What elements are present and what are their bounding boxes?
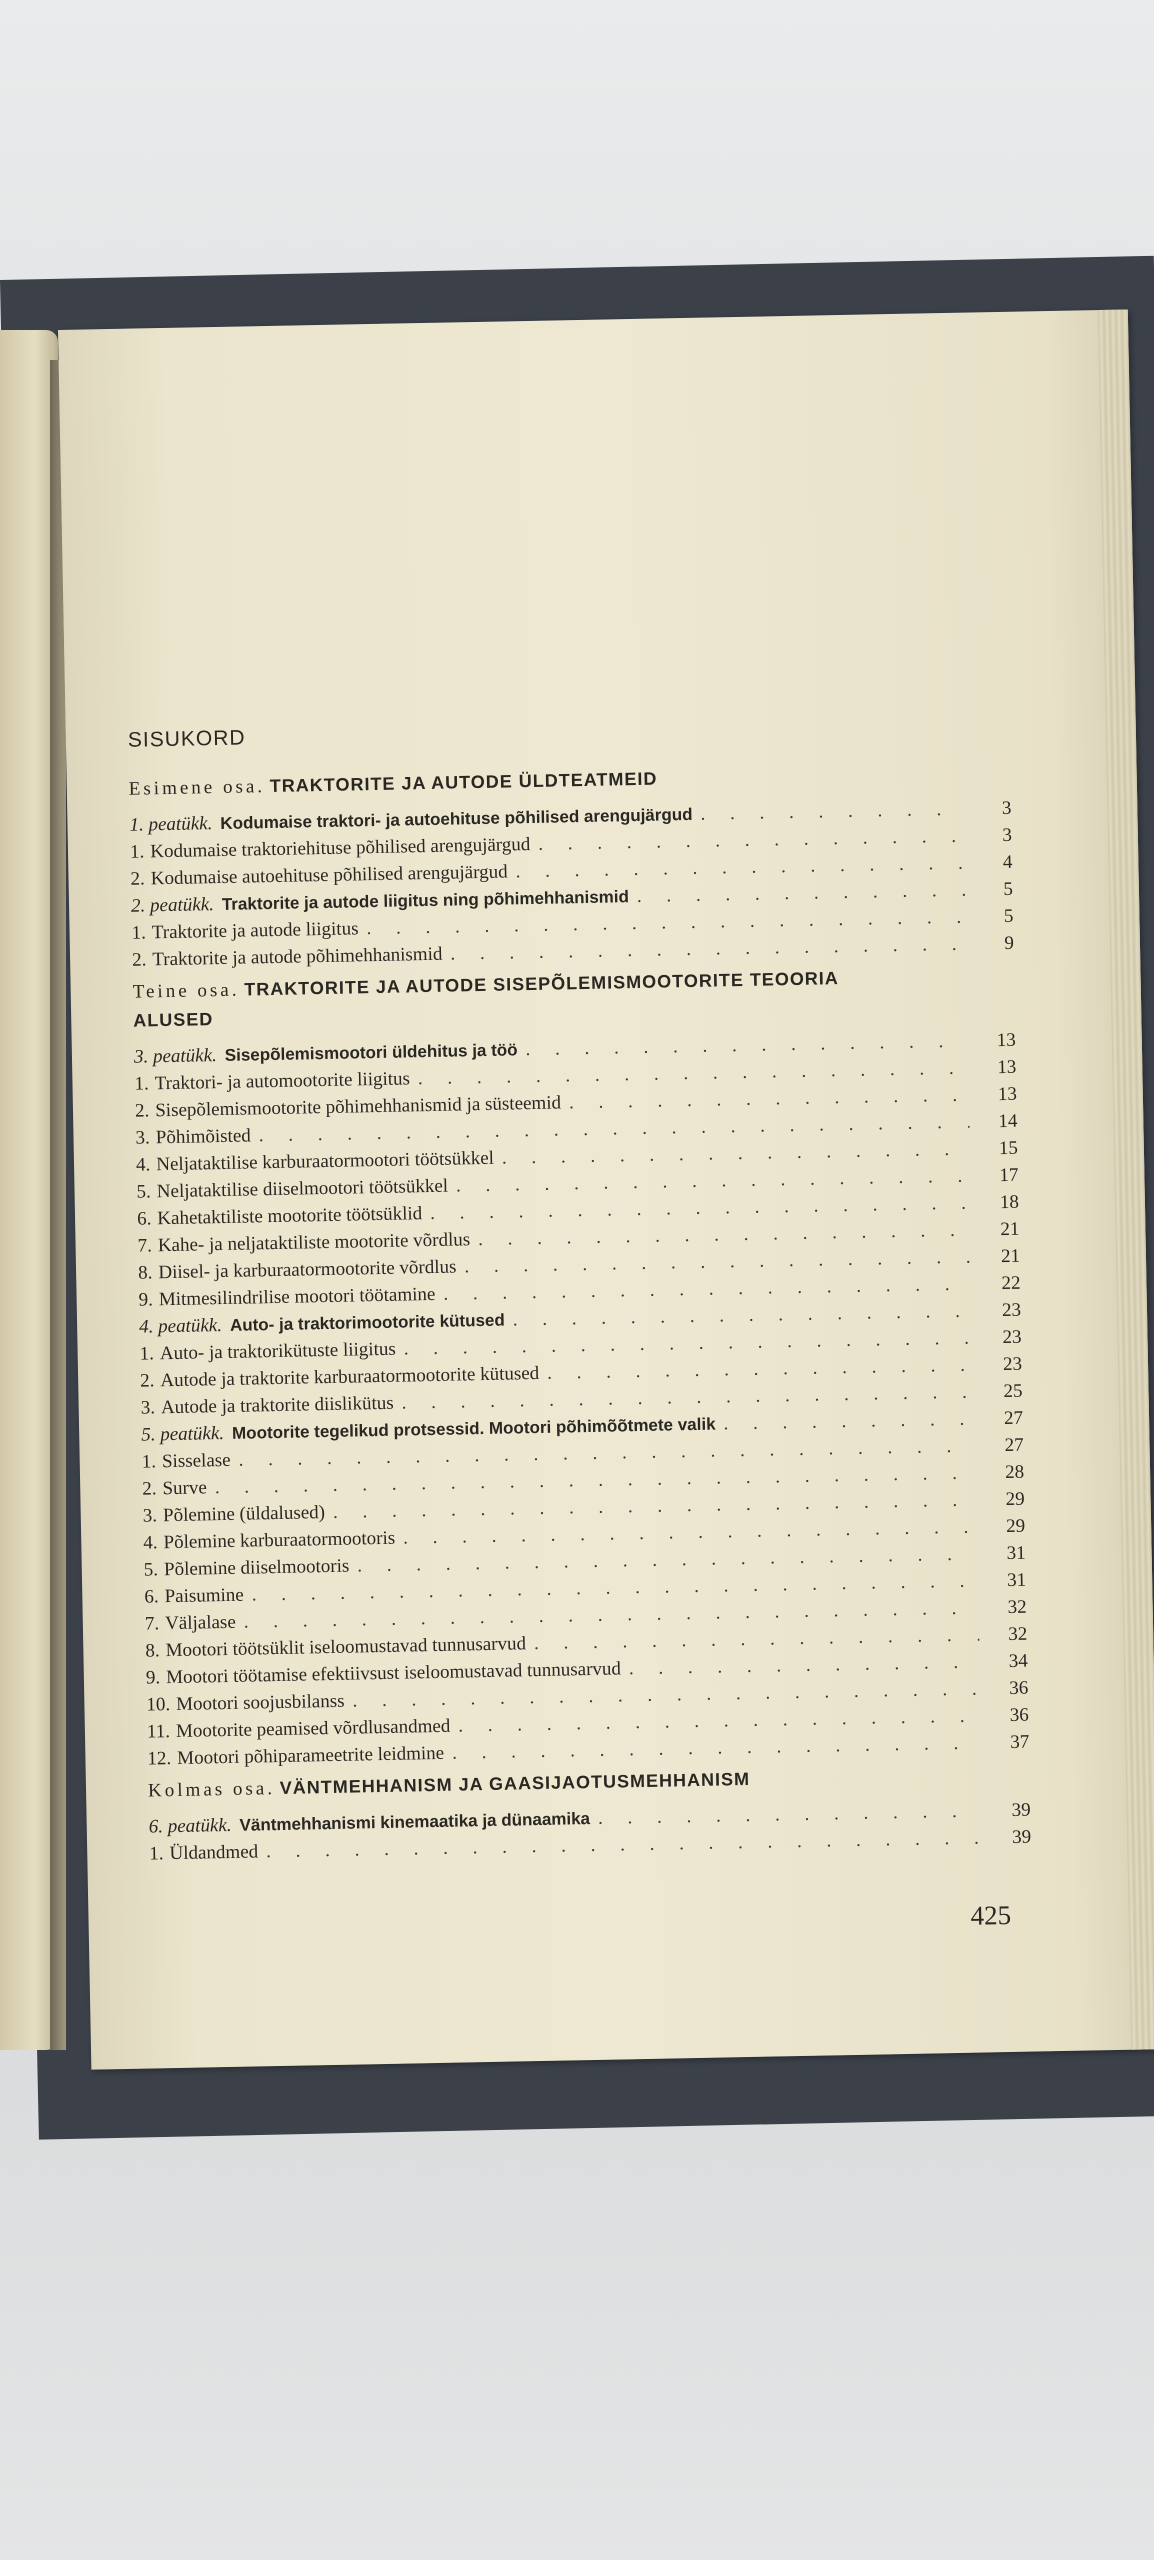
entry-title: Traktorite ja autode põhimehhanismid xyxy=(152,943,443,971)
entry-page: 4 xyxy=(1002,851,1013,873)
part-label: Kolmas osa. xyxy=(147,1778,276,1802)
entry-number: 6. xyxy=(144,1586,159,1608)
entry-title: Kahetaktiliste mootorite töötsüklid xyxy=(157,1203,423,1230)
entry-page: 37 xyxy=(1010,1731,1030,1753)
part-title: TRAKTORITE JA AUTODE ÜLDTEATMEID xyxy=(269,768,658,797)
entry-number: 9. xyxy=(145,1667,161,1689)
part-label: Esimene osa. xyxy=(128,776,266,800)
entry-number: 10. xyxy=(146,1694,171,1716)
entry-number: 3. peatükk. xyxy=(133,1045,217,1068)
entry-page: 27 xyxy=(1003,1407,1024,1430)
entry-number: 8. xyxy=(137,1262,153,1284)
entry-title: Väntmehhanismi kinemaatika ja dünaamika xyxy=(239,1809,591,1835)
entry-page: 23 xyxy=(1002,1353,1023,1376)
entry-page: 21 xyxy=(1000,1245,1021,1268)
entry-number: 1. xyxy=(141,1451,157,1473)
entry-title: Põlemine karburaatormootoris xyxy=(163,1527,396,1554)
entry-page: 13 xyxy=(996,1029,1017,1052)
book-page xyxy=(58,309,1154,2069)
entry-title: Mootori põhiparameetrite leidmine xyxy=(176,1742,445,1769)
entry-title: Mootori töötsüklit iseloomustavad tunnusarvud xyxy=(165,1633,527,1662)
entry-number: 4. xyxy=(143,1532,158,1554)
entry-page: 13 xyxy=(997,1083,1018,1106)
entry-title: Kodumaise autoehituse põhilised arengujärgud xyxy=(150,861,508,890)
entry-page: 17 xyxy=(999,1164,1019,1187)
page-number: 425 xyxy=(970,1899,1012,1931)
entry-page: 5 xyxy=(1003,905,1014,927)
entry-page: 27 xyxy=(1004,1434,1024,1457)
entry-title: Sisepõlemismootorite põhimehhanismid ja süsteemid xyxy=(155,1092,562,1122)
entry-number: 6. peatükk. xyxy=(148,1814,232,1838)
entry-number: 1. xyxy=(134,1073,149,1095)
entry-title: Surve xyxy=(162,1477,208,1500)
entry-number: 1. xyxy=(139,1343,155,1365)
entry-title: Autode ja traktorite karburaatormootorite kütused xyxy=(160,1362,540,1392)
entry-page: 14 xyxy=(998,1110,1018,1133)
entry-number: 7. xyxy=(137,1235,153,1257)
entry-number: 1. xyxy=(131,922,147,944)
entry-page: 32 xyxy=(1007,1596,1027,1619)
entry-title: Mootori soojusbilanss xyxy=(175,1690,345,1715)
entry-number: 1. peatükk. xyxy=(129,813,213,836)
entry-number: 5. xyxy=(136,1181,152,1203)
entry-number: 5. xyxy=(143,1559,159,1581)
part-label: Teine osa. xyxy=(132,979,240,1003)
entry-page: 39 xyxy=(1011,1826,1032,1848)
entry-title: Paisumine xyxy=(164,1584,244,1608)
entry-number: 11. xyxy=(146,1721,171,1743)
entry-number: 2. xyxy=(134,1100,150,1122)
entry-page: 29 xyxy=(1005,1488,1025,1511)
entry-number: 12. xyxy=(147,1748,172,1770)
entry-title: Üldandmed xyxy=(169,1841,259,1865)
entry-number: 3. xyxy=(142,1505,158,1527)
entry-page: 22 xyxy=(1001,1272,1021,1295)
entry-title: Traktori- ja automootorite liigitus xyxy=(154,1068,411,1095)
entry-title: Mootorite tegelikud protsessid. Mootori põhimõõtmete valik xyxy=(231,1414,716,1443)
entry-number: 4. peatükk. xyxy=(138,1315,223,1338)
entry-page: 39 xyxy=(1011,1799,1031,1821)
entry-page: 23 xyxy=(1001,1299,1022,1322)
entry-page: 23 xyxy=(1002,1326,1022,1349)
entry-number: 1. xyxy=(129,841,145,863)
entry-title: Mitmesilindrilise mootori töötamine xyxy=(158,1283,436,1311)
toc-title: SISUKORD xyxy=(127,726,246,752)
part-title: TRAKTORITE JA AUTODE SISEPÕLEMISMOOTORITE TEOORIA xyxy=(244,968,840,1000)
table-of-contents xyxy=(128,712,1032,1868)
entry-page: 5 xyxy=(1003,878,1014,900)
entry-page: 9 xyxy=(1004,932,1015,954)
entry-number: 7. xyxy=(144,1613,160,1635)
part-heading xyxy=(132,961,1015,1036)
entry-number: 3. xyxy=(135,1127,150,1149)
entry-title: Diisel- ja karburaatormootorite võrdlus xyxy=(158,1256,457,1284)
entry-page: 13 xyxy=(997,1056,1017,1079)
entry-title: Auto- ja traktorimootorite kütused xyxy=(229,1310,505,1335)
entry-page: 3 xyxy=(1001,797,1012,819)
entry-page: 29 xyxy=(1005,1515,1026,1538)
entry-page: 31 xyxy=(1006,1542,1026,1565)
entry-page: 25 xyxy=(1003,1380,1023,1403)
entry-title: Põlemine (üldalused) xyxy=(162,1502,326,1527)
entry-title: Kodumaise traktori- ja autoehituse põhilised arengujärgud xyxy=(220,804,693,833)
part-title-continued: ALUSED xyxy=(133,1009,214,1031)
entry-page: 34 xyxy=(1008,1650,1028,1672)
entry-number: 3. xyxy=(140,1397,156,1419)
entry-number: 5. peatükk. xyxy=(141,1423,225,1446)
entry-title: Sisselase xyxy=(161,1449,231,1473)
entry-title: Kahe- ja neljataktiliste mootorite võrdlus xyxy=(157,1229,471,1257)
entry-page: 15 xyxy=(998,1137,1019,1160)
entry-number: 2. xyxy=(139,1370,155,1392)
entry-number: 4. xyxy=(135,1154,151,1176)
entry-number: 2. peatükk. xyxy=(130,894,215,917)
entry-page: 36 xyxy=(1009,1704,1029,1726)
entry-number: 2. xyxy=(130,868,146,890)
entry-number: 1. xyxy=(149,1843,164,1865)
entry-page: 28 xyxy=(1004,1461,1025,1484)
entry-page: 18 xyxy=(999,1191,1020,1214)
entry-page: 21 xyxy=(1000,1218,1020,1241)
entry-title: Põlemine diiselmootoris xyxy=(163,1555,350,1581)
toc-parts xyxy=(129,758,1032,1868)
entry-title: Neljataktilise diiselmootori töötsükkel xyxy=(156,1175,449,1203)
entry-title: Mootorite peamised võrdlusandmed xyxy=(175,1715,451,1742)
entry-number: 8. xyxy=(145,1640,160,1662)
entry-number: 2. xyxy=(142,1478,157,1500)
part-title: VÄNTMEHHANISM JA GAASIJAOTUSMEHHANISM xyxy=(279,1768,751,1799)
entry-title: Neljataktilise karburaatormootori töötsükkel xyxy=(156,1147,495,1176)
entry-number: 6. xyxy=(136,1208,152,1230)
entry-title: Traktorite ja autode liigitus xyxy=(151,918,359,944)
entry-number: 9. xyxy=(138,1289,154,1311)
entry-page: 36 xyxy=(1009,1677,1029,1699)
entry-page: 3 xyxy=(1002,824,1013,846)
entry-page: 31 xyxy=(1006,1569,1027,1592)
entry-title: Autode ja traktorite diislikütus xyxy=(160,1392,394,1419)
entry-title: Sisepõlemismootori üldehitus ja töö xyxy=(224,1040,518,1065)
entry-number: 2. xyxy=(131,949,147,971)
entry-title: Põhimõisted xyxy=(155,1125,251,1149)
entry-title: Kodumaise traktoriehituse põhilised arengujärgud xyxy=(150,834,531,863)
entry-title: Auto- ja traktorikütuste liigitus xyxy=(159,1338,396,1365)
entry-title: Traktorite ja autode liigitus ning põhimehhanismid xyxy=(221,887,630,914)
entry-page: 32 xyxy=(1008,1623,1028,1645)
entry-title: Väljalase xyxy=(164,1611,236,1635)
entry-title: Mootori töötamise efektiivsust iseloomustavad tunnusarvud xyxy=(165,1658,622,1689)
